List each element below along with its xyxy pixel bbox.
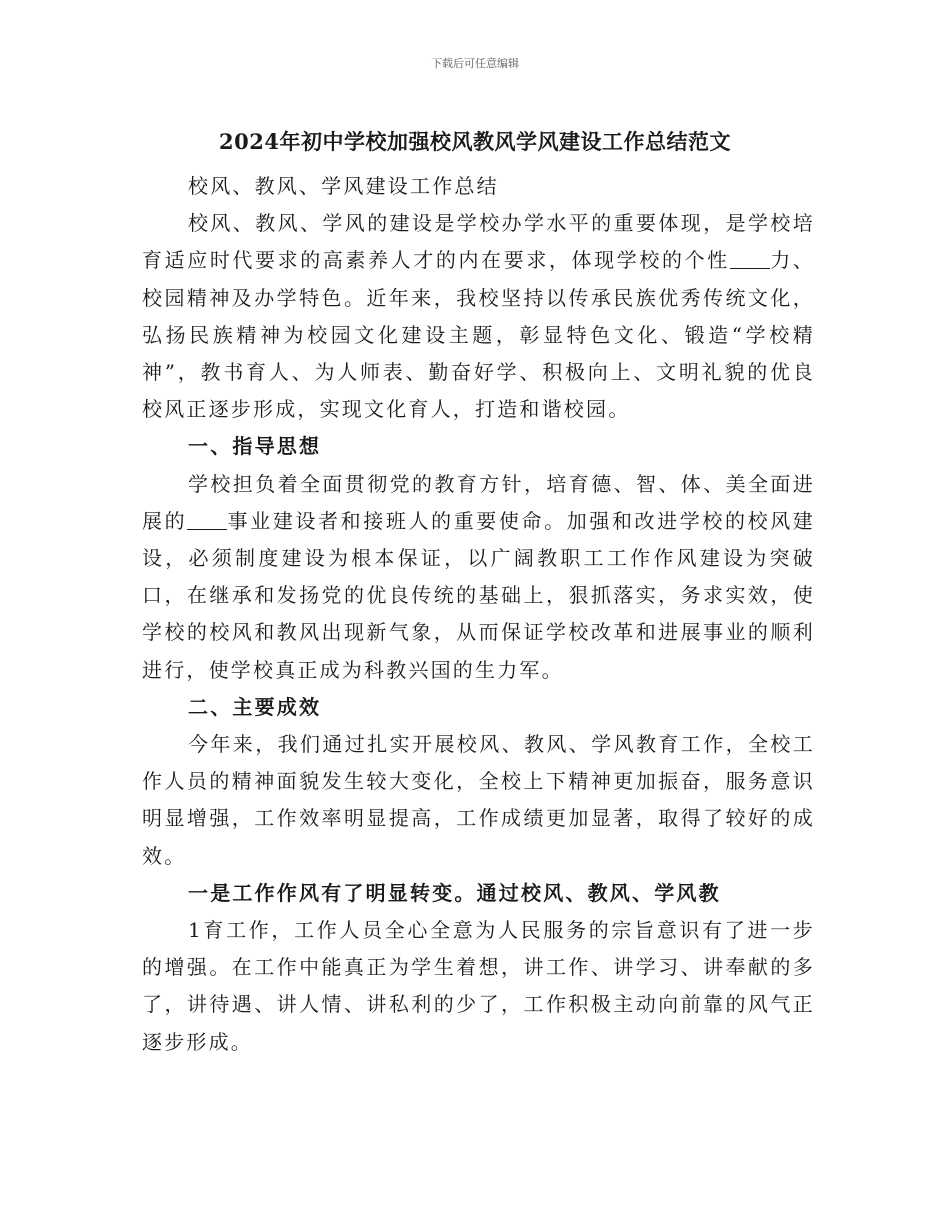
intro-text-part1: 校风、教风、学风的建设是学校办学水平的重要体现，是学校培育适应时代要求的高素养人才的内在要求，体现学校的个性 [142, 211, 815, 273]
header-note: 下载后可任意编辑 [431, 57, 519, 70]
document-title: 2024年初中学校加强校风教风学风建设工作总结范文 [219, 129, 731, 154]
intro-paragraph [142, 205, 815, 428]
section1-text-part2: 事业建设者和接班人的重要使命。加强和改进学校的校风建设，必须制度建设为根本保证，以广阔教职工工作作风建设为突破口，在继承和发扬党的优良传统的基础上，狠抓落实，务求实效，使学校的校风和教风出现新气象，从而保证学校改革和进展事业的顺利进行，使学校真正成为科教兴国的生力军。 [142, 508, 815, 682]
intro-text-part2: 力、校园精神及办学特色。近年来，我校坚持以传承民族优秀传统文化，弘扬民族精神为校园文化建设主题，彰显特色文化、锻造“学校精神”，教书育人、为人师表、勤奋好学、积极向上、文明礼貌的优良校风正逐步形成，实现文化育人，打造和谐校园。 [142, 248, 815, 422]
document-subtitle: 校风、教风、学风建设工作总结 [188, 174, 499, 198]
document-body [142, 168, 815, 1061]
section1-text-part1: 学校担负着全面贯彻党的教育方针，培育德、智、体、美全面进展的 [142, 471, 815, 533]
point-paragraph: 1育工作，工作人员全心全意为人民服务的宗旨意识有了进一步的增强。在工作中能真正为学生着想，讲工作、讲学习、讲奉献的多了，讲待遇、讲人情、讲私利的少了，工作积极主动向前靠的风气正逐步形成。 [142, 918, 815, 1054]
section-heading: 一、指导思想 [188, 434, 322, 459]
fill-in-blank [730, 248, 770, 269]
section-paragraph [142, 466, 815, 689]
section-paragraph: 今年来，我们通过扎实开展校风、教风、学风教育工作，全校工作人员的精神面貌发生较大变化，全校上下精神更加振奋，服务意识明显增强，工作效率明显提高，工作成绩更加显著，取得了较好的成效。 [142, 732, 815, 868]
section-heading: 二、主要成效 [188, 694, 322, 719]
point-heading: 一是工作作风有了明显转变。通过校风、教风、学风教 [188, 880, 721, 905]
fill-in-blank [187, 509, 227, 530]
